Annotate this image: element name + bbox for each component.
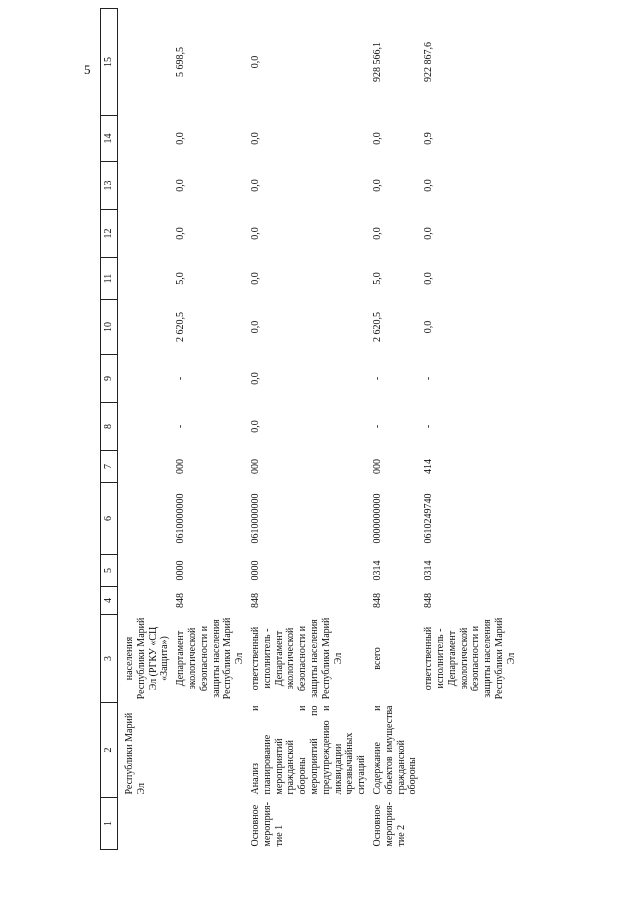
cell-grbs: 848 bbox=[423, 593, 435, 608]
cell-v15: 922 867,6 bbox=[423, 42, 435, 82]
table-row bbox=[370, 9, 421, 850]
cell-v11: 5,0 bbox=[175, 272, 187, 285]
cell-csr: 0610000000 bbox=[175, 493, 187, 544]
cell-vr: 000 bbox=[249, 459, 261, 474]
cell-executor: населения Республики Марий Эл (РГКУ «СЦ «Защита») bbox=[124, 617, 171, 700]
col-header-2: 2 bbox=[101, 703, 118, 798]
col-header-9: 9 bbox=[101, 355, 118, 403]
cell-name: Содержание и объектов имущества гражданской обороны bbox=[371, 705, 419, 795]
cell-executor: ответственный исполнитель - Департамент экологической безопасности и защиты населения Республики Марий Эл bbox=[249, 617, 344, 700]
budget-table bbox=[100, 8, 520, 850]
cell-v13 bbox=[122, 162, 173, 210]
cell-v11: 5,0 bbox=[371, 272, 383, 285]
cell-v8: - bbox=[423, 424, 435, 429]
cell-csr: 0000000000 bbox=[371, 493, 383, 544]
cell-v10: 2 620,5 bbox=[175, 312, 187, 342]
cell-grbs: 848 bbox=[249, 593, 261, 608]
cell-event: Основное мероприя-тие 1 bbox=[249, 802, 285, 847]
cell-grbs: 848 bbox=[175, 593, 187, 608]
cell-grbs bbox=[122, 587, 173, 615]
cell-name bbox=[173, 703, 248, 798]
cell-executor: Департамент экологической безопасности и защиты населения Республики Марий Эл bbox=[175, 617, 246, 700]
cell-v14: 0,0 bbox=[371, 132, 383, 145]
cell-v10: 2 620,5 bbox=[371, 312, 383, 342]
col-header-1: 1 bbox=[101, 798, 118, 850]
cell-v12 bbox=[122, 210, 173, 258]
col-header-5: 5 bbox=[101, 555, 118, 587]
cell-v12: 0,0 bbox=[249, 227, 261, 240]
cell-v12: 0,0 bbox=[175, 227, 187, 240]
col-header-6: 6 bbox=[101, 483, 118, 555]
cell-v11 bbox=[122, 258, 173, 300]
cell-vr: 000 bbox=[371, 459, 383, 474]
col-header-4: 4 bbox=[101, 587, 118, 615]
cell-v8 bbox=[122, 403, 173, 451]
col-header-13: 13 bbox=[101, 162, 118, 210]
cell-rzpr: 0000 bbox=[175, 560, 187, 581]
cell-vr bbox=[122, 451, 173, 483]
cell-event bbox=[122, 798, 173, 850]
cell-event bbox=[173, 798, 248, 850]
cell-grbs: 848 bbox=[371, 593, 383, 608]
cell-v9: - bbox=[175, 376, 187, 381]
col-header-12: 12 bbox=[101, 210, 118, 258]
cell-v10 bbox=[122, 300, 173, 355]
cell-v13: 0,0 bbox=[423, 179, 435, 192]
cell-v15: 928 566,1 bbox=[371, 42, 383, 82]
cell-v10: 0,0 bbox=[249, 320, 261, 334]
cell-v8: - bbox=[371, 424, 383, 429]
cell-v12: 0,0 bbox=[371, 227, 383, 240]
cell-v14: 0,0 bbox=[175, 132, 187, 145]
table-row bbox=[248, 9, 370, 850]
cell-v9: - bbox=[371, 376, 383, 381]
cell-vr: 000 bbox=[175, 459, 187, 474]
cell-v10: 0,0 bbox=[423, 320, 435, 334]
cell-v9: - bbox=[423, 376, 435, 381]
cell-v15: 5 698,5 bbox=[175, 47, 187, 77]
table-row bbox=[421, 9, 519, 850]
cell-v14: 0,9 bbox=[423, 132, 435, 145]
cell-v11: 0,0 bbox=[423, 272, 435, 285]
cell-event bbox=[421, 798, 519, 850]
cell-event: Основное мероприя-тие 2 bbox=[371, 802, 407, 847]
cell-v9 bbox=[122, 355, 173, 403]
col-header-8: 8 bbox=[101, 403, 118, 451]
col-header-15: 15 bbox=[101, 9, 118, 116]
cell-v13: 0,0 bbox=[371, 179, 383, 192]
cell-v15: 0,0 bbox=[249, 55, 261, 69]
cell-csr: 0610249740 bbox=[423, 493, 435, 544]
rotated-page bbox=[100, 42, 517, 850]
cell-v12: 0,0 bbox=[423, 227, 435, 240]
col-header-7: 7 bbox=[101, 451, 118, 483]
cell-v13: 0,0 bbox=[249, 179, 261, 192]
table-row bbox=[122, 9, 173, 850]
cell-name: Анализ и планирование мероприятий гражданской обороны и мероприятий по предупреждению и ликвидации чрезвычайных ситуаций bbox=[249, 705, 368, 795]
cell-v8: - bbox=[175, 424, 187, 429]
cell-rzpr: 0314 bbox=[371, 560, 383, 581]
cell-vr: 414 bbox=[423, 459, 435, 474]
col-header-11: 11 bbox=[101, 258, 118, 300]
cell-v14 bbox=[122, 116, 173, 162]
cell-name: Республики Марий Эл bbox=[124, 712, 147, 795]
column-number-row bbox=[101, 9, 118, 850]
cell-v13: 0,0 bbox=[175, 179, 187, 192]
cell-csr: 0610000000 bbox=[249, 493, 261, 544]
cell-executor: всего bbox=[371, 647, 383, 670]
cell-rzpr: 0314 bbox=[423, 560, 435, 581]
cell-v11: 0,0 bbox=[249, 272, 261, 285]
cell-v14: 0,0 bbox=[249, 132, 261, 145]
col-header-10: 10 bbox=[101, 300, 118, 355]
col-header-3: 3 bbox=[101, 615, 118, 703]
cell-v15 bbox=[122, 9, 173, 116]
cell-name bbox=[421, 703, 519, 798]
table-row bbox=[173, 9, 248, 850]
cell-v9: 0,0 bbox=[249, 372, 261, 385]
cell-csr bbox=[122, 483, 173, 555]
cell-rzpr bbox=[122, 555, 173, 587]
col-header-14: 14 bbox=[101, 116, 118, 162]
cell-v8: 0,0 bbox=[249, 420, 261, 433]
page-number: 5 bbox=[84, 62, 91, 77]
cell-executor: ответственный исполнитель - Департамент экологической безопасности и защиты населения Республики Марий Эл bbox=[423, 617, 517, 700]
cell-rzpr: 0000 bbox=[249, 560, 261, 581]
